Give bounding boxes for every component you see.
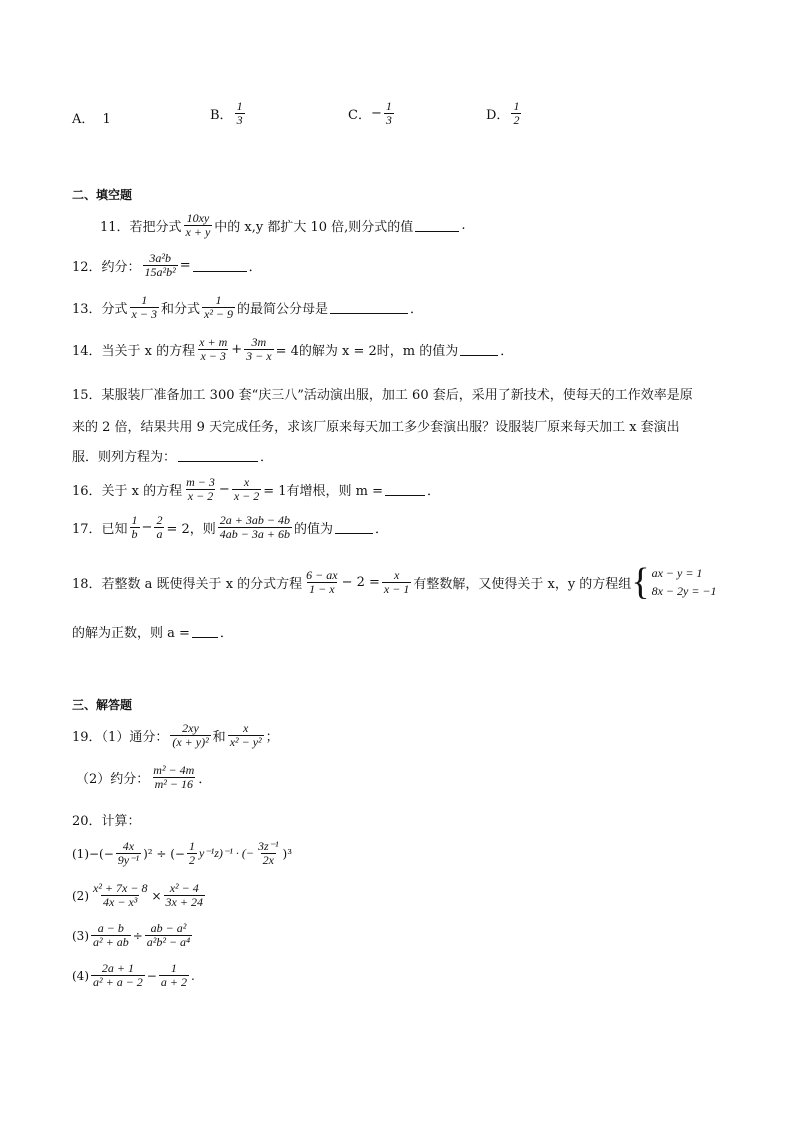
fraction bbox=[228, 722, 264, 749]
denominator: 3 bbox=[236, 113, 243, 127]
equation-system bbox=[652, 564, 717, 600]
numerator: 2 bbox=[156, 513, 163, 527]
numerator: 4x bbox=[122, 839, 135, 853]
punct: ． bbox=[410, 302, 424, 317]
fraction bbox=[232, 476, 261, 503]
question-text: − 2 = bbox=[341, 574, 380, 590]
question-text: 的值为 bbox=[293, 522, 333, 537]
numerator: m − 3 bbox=[186, 475, 215, 489]
answer-blank bbox=[178, 449, 258, 462]
denominator: x² − y² bbox=[229, 735, 262, 749]
section-title-fill-blank: 二、填空题 bbox=[72, 188, 133, 202]
choice-letter: D． bbox=[486, 108, 510, 123]
choice-letter: C． bbox=[348, 108, 371, 123]
question-text: = 2，则 bbox=[166, 522, 216, 537]
denominator: 1 − x bbox=[309, 581, 335, 596]
denominator: 4ab − 3a + 6b bbox=[219, 527, 290, 541]
question-11 bbox=[100, 212, 465, 239]
denominator: a + 2 bbox=[160, 975, 187, 989]
punct: ． bbox=[260, 450, 274, 465]
punct: . bbox=[190, 968, 195, 983]
fraction bbox=[218, 514, 292, 541]
choice-fraction bbox=[511, 100, 521, 127]
denominator: 2 bbox=[188, 853, 195, 867]
choice-letter: B． bbox=[210, 108, 233, 123]
fraction bbox=[164, 882, 205, 909]
fraction bbox=[197, 336, 229, 363]
denominator: 2x bbox=[262, 853, 274, 867]
question-17 bbox=[72, 514, 388, 541]
question-20-expr-4 bbox=[72, 962, 195, 989]
numerator: x² + 7x − 8 bbox=[93, 881, 148, 895]
equation: ax − y = 1 bbox=[651, 566, 703, 580]
numerator: x bbox=[243, 721, 249, 735]
denominator: 2 bbox=[513, 113, 520, 127]
fraction bbox=[304, 569, 339, 596]
numerator: m² − 4m bbox=[153, 763, 195, 777]
operator: − bbox=[141, 520, 153, 535]
question-text: = 4的解为 x = 2时，m 的值为 bbox=[275, 344, 459, 359]
question-19-part1 bbox=[72, 722, 279, 749]
denominator: a² + a − 2 bbox=[93, 975, 143, 989]
numerator: 1 bbox=[215, 293, 222, 307]
fraction bbox=[159, 962, 189, 989]
equation: 8x − 2y = −1 bbox=[651, 584, 717, 598]
denominator: x − 3 bbox=[200, 349, 226, 363]
denominator: 3 bbox=[385, 113, 392, 127]
question-15-line2: 来的 2 倍，结果共用 9 天完成任务，求该厂原来每天加工多少套演出服？设服装厂原来每天加工 x 套演出 bbox=[72, 420, 680, 435]
numerator: 2a + 3ab − 4b bbox=[219, 513, 290, 527]
section-title-solve: 三、解答题 bbox=[72, 698, 133, 712]
item-label: (4) bbox=[72, 968, 89, 983]
numerator: x + m bbox=[199, 335, 228, 349]
denominator: a²b² − a⁴ bbox=[146, 935, 191, 949]
answer-blank bbox=[415, 219, 459, 232]
question-text: 13．分式 bbox=[72, 302, 128, 317]
punct: ． bbox=[219, 626, 233, 641]
question-15-line1: 15．某服装厂准备加工 300 套“庆三八”活动演出服，加工 60 套后，采用了新技术，使每天的工作效率是原 bbox=[72, 388, 693, 403]
denominator: 3x + 24 bbox=[165, 895, 203, 909]
item-label: (2) bbox=[72, 888, 89, 903]
numerator: x bbox=[243, 475, 250, 489]
question-text: 的最简公分母是 bbox=[237, 302, 329, 317]
punct: ． bbox=[374, 522, 388, 537]
expr-text: )² ÷ (− bbox=[143, 846, 185, 861]
operator: − bbox=[146, 968, 157, 983]
choice-fraction bbox=[384, 100, 394, 127]
fraction bbox=[145, 922, 192, 949]
question-text: 的解为正数，则 a = bbox=[72, 626, 190, 641]
numerator: 6 − ax bbox=[306, 567, 338, 582]
question-text: 12．约分： bbox=[72, 260, 141, 275]
choice-a bbox=[72, 108, 111, 127]
question-18 bbox=[72, 561, 717, 603]
operator: + bbox=[231, 342, 243, 357]
question-text: （2）约分： bbox=[76, 772, 150, 787]
choice-sign: − bbox=[370, 106, 382, 121]
choice-d bbox=[486, 100, 523, 127]
left-brace: { bbox=[631, 561, 650, 603]
fraction bbox=[143, 252, 178, 279]
question-text: 服．则列方程为： bbox=[72, 450, 177, 465]
denominator: a bbox=[156, 527, 163, 541]
fraction bbox=[202, 294, 235, 321]
question-text: 18．若整数 a 既使得关于 x 的分式方程 bbox=[72, 576, 303, 592]
answer-blank bbox=[330, 301, 408, 314]
question-13 bbox=[72, 294, 423, 321]
numerator: 1 bbox=[170, 961, 177, 975]
question-20-expr-2 bbox=[72, 882, 207, 909]
fraction bbox=[91, 962, 145, 989]
punct: ； bbox=[265, 730, 279, 745]
expr-text: −(− bbox=[89, 846, 114, 861]
question-20-expr-3 bbox=[72, 922, 194, 949]
denominator: 3 − x bbox=[246, 349, 272, 363]
question-text: 中的 x,y 都扩大 10 倍,则分式的值 bbox=[214, 220, 414, 235]
punct: . bbox=[461, 218, 466, 233]
question-text: 11．若把分式 bbox=[100, 220, 182, 235]
numerator: ab − a² bbox=[150, 921, 187, 935]
denominator: x − 1 bbox=[383, 581, 410, 596]
operator: × bbox=[151, 888, 162, 903]
denominator: a² + ab bbox=[93, 935, 129, 949]
denominator: 15a²b² bbox=[144, 265, 176, 279]
numerator: a − b bbox=[97, 921, 124, 935]
numerator: 2xy bbox=[182, 721, 199, 735]
denominator: x − 3 bbox=[131, 307, 157, 321]
denominator: x − 2 bbox=[233, 489, 260, 503]
numerator: 1 bbox=[513, 99, 520, 113]
expr-text: y⁻¹z)⁻¹ · (− bbox=[198, 846, 254, 860]
fraction bbox=[154, 514, 164, 541]
answer-blank bbox=[335, 521, 373, 534]
question-18-line2 bbox=[72, 622, 233, 641]
fraction bbox=[187, 840, 197, 867]
choice-letter: A． bbox=[72, 112, 95, 127]
punct: ． bbox=[198, 772, 212, 787]
question-20-title: 20．计算： bbox=[72, 814, 141, 829]
denominator: x² − 9 bbox=[204, 307, 234, 321]
numerator: 1 bbox=[141, 293, 148, 307]
fraction bbox=[382, 569, 411, 596]
numerator: 3a²b bbox=[149, 251, 171, 265]
fraction bbox=[151, 764, 196, 791]
denominator: x − 2 bbox=[187, 489, 214, 503]
question-19-part2 bbox=[76, 764, 211, 791]
numerator: x bbox=[393, 567, 400, 582]
question-16 bbox=[72, 476, 440, 503]
question-text: 16．关于 x 的方程 bbox=[72, 484, 183, 499]
choice-fraction bbox=[235, 100, 245, 127]
fraction bbox=[91, 922, 131, 949]
numerator: x² − 4 bbox=[169, 881, 199, 895]
numerator: 1 bbox=[236, 99, 243, 113]
fraction bbox=[256, 840, 281, 867]
question-text: 19．（1）通分： bbox=[72, 730, 169, 745]
numerator: 3z⁻¹ bbox=[257, 839, 279, 853]
question-text: 和分式 bbox=[160, 302, 200, 317]
question-14 bbox=[72, 336, 513, 363]
numerator: 1 bbox=[131, 513, 138, 527]
numerator: 10xy bbox=[186, 211, 210, 225]
fraction bbox=[184, 212, 213, 239]
denominator: m² − 16 bbox=[154, 777, 193, 791]
fraction bbox=[130, 294, 159, 321]
question-text: = 1有增根，则 m = bbox=[263, 484, 384, 499]
choice-c bbox=[348, 100, 396, 127]
punct: ． bbox=[500, 344, 514, 359]
fraction bbox=[91, 882, 149, 909]
operator: ÷ bbox=[132, 928, 143, 943]
answer-blank bbox=[460, 343, 498, 356]
punct: ． bbox=[248, 260, 262, 275]
answer-blank bbox=[193, 259, 247, 272]
numerator: 1 bbox=[188, 839, 195, 853]
numerator: 2a + 1 bbox=[101, 961, 134, 975]
answer-blank bbox=[192, 625, 218, 638]
punct: ． bbox=[427, 484, 441, 499]
question-text: = bbox=[179, 258, 191, 273]
numerator: 1 bbox=[385, 99, 392, 113]
numerator: 3m bbox=[251, 335, 267, 349]
item-label: (1) bbox=[72, 846, 89, 861]
choice-b bbox=[210, 100, 247, 127]
choice-value: 1 bbox=[102, 112, 111, 127]
fraction bbox=[184, 476, 217, 503]
denominator: b bbox=[131, 527, 138, 541]
denominator: 9y⁻¹ bbox=[117, 853, 140, 867]
fraction bbox=[116, 840, 141, 867]
denominator: (x + y)² bbox=[172, 735, 209, 749]
answer-blank bbox=[385, 483, 425, 496]
denominator: 4x − x³ bbox=[103, 895, 138, 909]
question-text: 和 bbox=[212, 730, 226, 745]
question-15-line3 bbox=[72, 446, 273, 465]
fraction bbox=[170, 722, 210, 749]
question-20-expr-1 bbox=[72, 840, 292, 867]
item-label: (3) bbox=[72, 928, 89, 943]
denominator: x + y bbox=[185, 225, 211, 239]
question-text: 17．已知 bbox=[72, 522, 128, 537]
question-text: 14．当关于 x 的方程 bbox=[72, 344, 196, 359]
operator: − bbox=[218, 482, 230, 497]
question-12 bbox=[72, 252, 262, 279]
question-text: 有整数解，又使得关于 x，y 的方程组 bbox=[413, 576, 632, 592]
fraction bbox=[244, 336, 273, 363]
expr-text: )³ bbox=[282, 846, 293, 861]
fraction bbox=[130, 514, 140, 541]
